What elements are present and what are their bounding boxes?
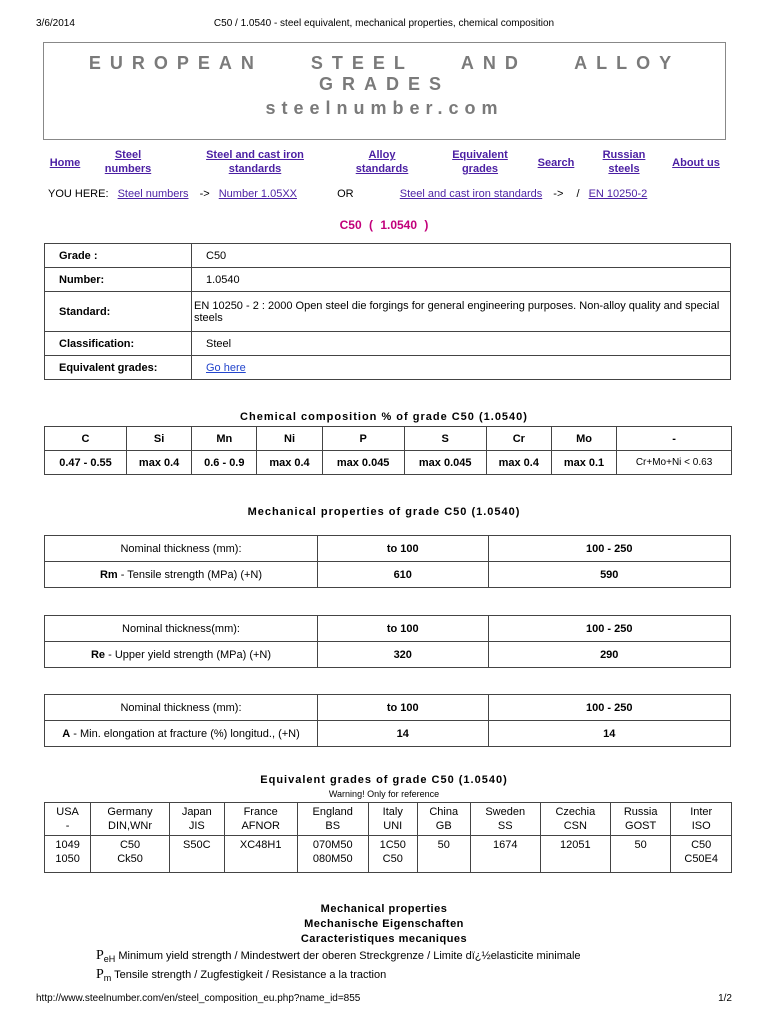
equivalent-grade-cell bbox=[368, 836, 417, 873]
legend-subscript: eH bbox=[103, 954, 116, 965]
site-banner bbox=[43, 42, 726, 140]
table-row bbox=[45, 268, 731, 292]
equivalent-grade-cell bbox=[45, 836, 91, 873]
main-nav bbox=[40, 148, 730, 180]
element-header: Cr bbox=[486, 427, 551, 451]
country-standard: BS bbox=[325, 820, 341, 832]
print-url: http://www.steelnumber.com/en/steel_composition_eu.php?name_id=855 bbox=[36, 993, 361, 1004]
equivalent-grade: 1049 bbox=[55, 839, 80, 851]
table-row bbox=[45, 451, 732, 475]
table-row bbox=[45, 695, 731, 721]
thickness-range: 100 - 250 bbox=[488, 536, 731, 562]
element-value: 0.6 - 0.9 bbox=[192, 451, 257, 475]
country-standard: CSN bbox=[563, 820, 587, 832]
table-row bbox=[45, 836, 732, 873]
property-symbol: A bbox=[62, 727, 71, 740]
country-standard: AFNOR bbox=[241, 820, 280, 832]
nav-search-link[interactable]: Search bbox=[537, 157, 575, 169]
nav-alloy-standards-link[interactable]: Alloy standards bbox=[355, 149, 409, 175]
country-standard: JIS bbox=[188, 820, 205, 832]
country-name: France bbox=[243, 806, 278, 818]
property-value: 610 bbox=[318, 562, 489, 588]
equivalent-grade-cell bbox=[169, 836, 224, 873]
thickness-label: Nominal thickness (mm): bbox=[45, 695, 318, 721]
standard-value: EN 10250 - 2 : 2000 Open steel die forgings for general engineering purposes. Non-alloy quality and special steels bbox=[192, 292, 731, 332]
country-name: China bbox=[429, 806, 459, 818]
grade-info-table bbox=[44, 243, 731, 380]
property-symbol: Re bbox=[90, 648, 106, 661]
property-value: 290 bbox=[488, 642, 731, 668]
property-value: 14 bbox=[488, 721, 731, 747]
print-page-number: 1/2 bbox=[718, 993, 732, 1004]
element-header: - bbox=[617, 427, 732, 451]
element-header: Si bbox=[127, 427, 192, 451]
element-header: C bbox=[45, 427, 127, 451]
table-row bbox=[45, 332, 731, 356]
table-row bbox=[45, 244, 731, 268]
thickness-range: 100 - 250 bbox=[488, 616, 731, 642]
element-header: Ni bbox=[257, 427, 322, 451]
country-name: USA bbox=[56, 806, 79, 818]
nav-standards-link[interactable]: Steel and cast iron standards bbox=[206, 149, 304, 175]
table-row bbox=[45, 536, 731, 562]
property-description: - Tensile strength (MPa) (+N) bbox=[117, 568, 263, 581]
table-row bbox=[45, 427, 732, 451]
heading-fr: Caracteristiques mecaniques bbox=[300, 933, 468, 945]
country-header bbox=[224, 803, 297, 836]
equivalent-grades-label: Equivalent grades: bbox=[45, 356, 192, 380]
nav-equivalent-grades-link[interactable]: Equivalent grades bbox=[452, 149, 508, 175]
equivalent-grade: 12051 bbox=[560, 839, 591, 851]
country-name: Czechia bbox=[555, 806, 596, 818]
country-header bbox=[45, 803, 91, 836]
banner-line-3: steelnumber.com bbox=[265, 98, 504, 118]
print-header bbox=[36, 18, 732, 32]
breadcrumb bbox=[48, 188, 647, 200]
equivalent-grade: 1674 bbox=[492, 839, 518, 851]
property-symbol: Rm bbox=[99, 568, 118, 581]
element-value: max 0.4 bbox=[257, 451, 322, 475]
equivalent-grade: 1C50 bbox=[379, 839, 406, 851]
equivalent-grades-table bbox=[44, 802, 732, 873]
equivalent-grade: 080M50 bbox=[312, 853, 353, 865]
element-value: max 0.045 bbox=[404, 451, 486, 475]
table-row bbox=[45, 642, 731, 668]
breadcrumb-standards-link[interactable]: Steel and cast iron standards bbox=[399, 188, 543, 200]
equivalent-grade-cell bbox=[297, 836, 368, 873]
country-header bbox=[540, 803, 610, 836]
country-standard: GOST bbox=[625, 820, 657, 832]
thickness-label: Nominal thickness(mm): bbox=[45, 616, 318, 642]
thickness-range: to 100 bbox=[318, 616, 489, 642]
equivalent-grade: C50 bbox=[691, 839, 712, 851]
banner-line-2: GRADES bbox=[318, 74, 450, 94]
country-header bbox=[671, 803, 732, 836]
nav-russian-steels-link[interactable]: Russian steels bbox=[602, 149, 646, 175]
equivalent-grades-title: Equivalent grades of grade C50 (1.0540) bbox=[260, 774, 508, 786]
equivalent-grade: 1050 bbox=[55, 853, 80, 865]
breadcrumb-en-standard-link[interactable]: EN 10250-2 bbox=[588, 188, 648, 200]
breadcrumb-arrow: -> bbox=[553, 188, 564, 200]
number-value: 1.0540 bbox=[192, 268, 731, 292]
element-value: max 0.4 bbox=[127, 451, 192, 475]
country-header bbox=[417, 803, 470, 836]
legend-item bbox=[96, 948, 581, 964]
nav-home-link[interactable]: Home bbox=[49, 157, 81, 169]
country-header bbox=[91, 803, 170, 836]
legend-symbol: P bbox=[96, 967, 104, 982]
element-value: max 0.1 bbox=[551, 451, 616, 475]
property-description: - Upper yield strength (MPa) (+N) bbox=[105, 648, 272, 661]
thickness-range: 100 - 250 bbox=[488, 695, 731, 721]
thickness-range: to 100 bbox=[318, 536, 489, 562]
legend-text: Minimum yield strength / Mindestwert der oberen Streckgrenze / Limite dï¿½elasticite minimale bbox=[115, 950, 581, 962]
element-value: 0.47 - 0.55 bbox=[45, 451, 127, 475]
equivalent-grade-cell bbox=[417, 836, 470, 873]
element-header: P bbox=[322, 427, 404, 451]
grade-value: C50 bbox=[192, 244, 731, 268]
country-standard: - bbox=[65, 820, 70, 832]
print-date: 3/6/2014 bbox=[36, 18, 75, 29]
country-name: Sweden bbox=[485, 806, 526, 818]
equivalent-grade-cell bbox=[671, 836, 732, 873]
country-standard: UNI bbox=[383, 820, 403, 832]
breadcrumb-arrow: -> bbox=[199, 188, 210, 200]
element-value: max 0.045 bbox=[322, 451, 404, 475]
thickness-range: to 100 bbox=[318, 695, 489, 721]
number-label: Number: bbox=[45, 268, 192, 292]
mechanical-properties-heading bbox=[0, 902, 768, 947]
property-value: 320 bbox=[318, 642, 489, 668]
breadcrumb-steel-numbers-link[interactable]: Steel numbers bbox=[117, 188, 189, 200]
country-header bbox=[470, 803, 540, 836]
banner-line-1: EUROPEAN STEEL AND ALLOY bbox=[88, 53, 681, 73]
legend-text: Tensile strength / Zugfestigkeit / Resistance a la traction bbox=[111, 969, 387, 981]
heading-de: Mechanische Eigenschaften bbox=[304, 918, 464, 930]
country-header bbox=[297, 803, 368, 836]
grade-heading: C50 ( 1.0540 ) bbox=[339, 218, 429, 232]
equivalent-grade: C50 bbox=[382, 853, 403, 865]
breadcrumb-prefix: YOU HERE: bbox=[48, 188, 109, 200]
mechanical-property-table bbox=[44, 535, 731, 588]
legend-symbol: P bbox=[96, 948, 104, 963]
equivalent-grade-cell bbox=[224, 836, 297, 873]
equivalent-grade-cell bbox=[470, 836, 540, 873]
grade-label: Grade : bbox=[45, 244, 192, 268]
mechanical-property-table bbox=[44, 694, 731, 747]
table-row bbox=[45, 803, 732, 836]
element-value: Cr+Mo+Ni < 0.63 bbox=[617, 451, 732, 475]
equivalent-grades-warning: Warning! Only for reference bbox=[328, 789, 440, 799]
nav-steel-numbers-link[interactable]: Steel numbers bbox=[104, 149, 152, 175]
equivalent-grade: 50 bbox=[634, 839, 647, 851]
country-header bbox=[169, 803, 224, 836]
equivalent-grade: S50C bbox=[183, 839, 211, 851]
table-row bbox=[45, 356, 731, 380]
property-value: 14 bbox=[318, 721, 489, 747]
property-label bbox=[45, 562, 318, 588]
standard-label: Standard: bbox=[45, 292, 192, 332]
legend-subscript: m bbox=[103, 973, 112, 984]
legend-item bbox=[96, 967, 386, 983]
country-header bbox=[610, 803, 671, 836]
table-row bbox=[45, 721, 731, 747]
mechanical-properties-title: Mechanical properties of grade C50 (1.0540) bbox=[247, 506, 521, 518]
mechanical-property-table bbox=[44, 615, 731, 668]
property-label bbox=[45, 642, 318, 668]
thickness-label: Nominal thickness (mm): bbox=[45, 536, 318, 562]
country-header bbox=[368, 803, 417, 836]
property-label bbox=[45, 721, 318, 747]
element-header: Mo bbox=[551, 427, 616, 451]
country-name: Italy bbox=[382, 806, 403, 818]
equivalent-grade-cell bbox=[540, 836, 610, 873]
equivalent-grade: Ck50 bbox=[117, 853, 143, 865]
country-name: Germany bbox=[107, 806, 153, 818]
equivalent-grades-link[interactable]: Go here bbox=[206, 361, 246, 374]
print-title: C50 / 1.0540 - steel equivalent, mechanical properties, chemical composition bbox=[213, 18, 555, 29]
element-header: Mn bbox=[192, 427, 257, 451]
breadcrumb-slash: / bbox=[576, 188, 580, 200]
breadcrumb-number-link[interactable]: Number 1.05XX bbox=[218, 188, 297, 200]
element-value: max 0.4 bbox=[486, 451, 551, 475]
country-name: England bbox=[312, 806, 353, 818]
equivalent-grade-cell bbox=[91, 836, 170, 873]
equivalent-grade: 070M50 bbox=[312, 839, 353, 851]
property-value: 590 bbox=[488, 562, 731, 588]
country-standard: SS bbox=[497, 820, 513, 832]
country-standard: DIN,WNr bbox=[108, 820, 153, 832]
nav-about-link[interactable]: About us bbox=[672, 157, 720, 169]
country-name: Inter bbox=[690, 806, 713, 818]
country-standard: ISO bbox=[691, 820, 711, 832]
table-row bbox=[45, 562, 731, 588]
classification-value: Steel bbox=[192, 332, 731, 356]
equivalent-grade: XC48H1 bbox=[239, 839, 282, 851]
equivalent-grade: C50E4 bbox=[684, 853, 719, 865]
breadcrumb-or: OR bbox=[337, 188, 354, 200]
country-standard: GB bbox=[435, 820, 452, 832]
classification-label: Classification: bbox=[45, 332, 192, 356]
equivalent-grade: C50 bbox=[119, 839, 141, 851]
table-row bbox=[45, 616, 731, 642]
heading-en: Mechanical properties bbox=[320, 903, 448, 915]
property-description: - Min. elongation at fracture (%) longitud., (+N) bbox=[70, 727, 300, 740]
country-name: Russia bbox=[623, 806, 658, 818]
chemical-composition-table bbox=[44, 426, 732, 475]
equivalent-grade: 50 bbox=[437, 839, 450, 851]
table-row bbox=[45, 292, 731, 332]
equivalent-grade-cell bbox=[610, 836, 671, 873]
chemical-composition-title: Chemical composition % of grade C50 (1.0540) bbox=[240, 411, 528, 423]
element-header: S bbox=[404, 427, 486, 451]
country-name: Japan bbox=[181, 806, 212, 818]
